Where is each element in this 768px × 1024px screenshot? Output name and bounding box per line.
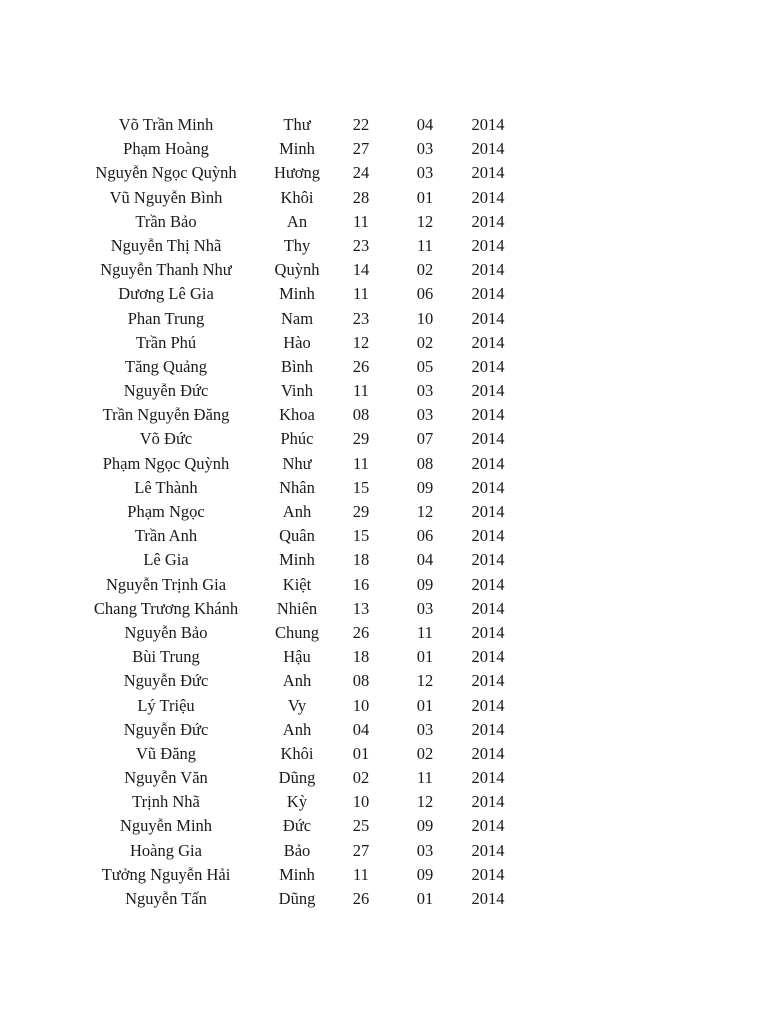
given-name-cell: Nhân <box>279 477 315 497</box>
birth-day-cell: 14 <box>352 260 370 280</box>
list-row <box>0 427 768 451</box>
surname-cell: Phạm Hoàng <box>123 139 209 159</box>
surname-cell: Trần Anh <box>134 526 198 546</box>
list-row <box>0 452 768 476</box>
list-row <box>0 790 768 814</box>
given-name-cell: Như <box>282 453 312 473</box>
list-row <box>0 161 768 185</box>
given-name-cell: Phúc <box>280 429 314 449</box>
surname-cell: Trần Nguyễn Đăng <box>102 405 230 425</box>
given-name-cell: Quân <box>279 526 315 546</box>
surname-cell: Nguyễn Bảo <box>124 622 208 642</box>
given-name-cell: Vinh <box>280 381 313 401</box>
birth-year-cell: 2014 <box>471 308 505 328</box>
birth-year-cell: 2014 <box>471 864 505 884</box>
birth-month-cell: 01 <box>416 889 434 908</box>
birth-year-cell: 2014 <box>471 477 505 497</box>
list-row <box>0 307 768 331</box>
birth-year-cell: 2014 <box>471 381 505 401</box>
student-list <box>0 113 768 911</box>
list-row <box>0 766 768 790</box>
birth-year-cell: 2014 <box>471 695 505 715</box>
birth-year-cell: 2014 <box>471 889 505 908</box>
surname-cell: Trần Phú <box>135 332 197 352</box>
birth-month-cell: 10 <box>416 308 434 328</box>
given-name-cell: Anh <box>282 719 312 739</box>
list-row <box>0 113 768 137</box>
surname-cell: Nguyễn Văn <box>124 768 208 788</box>
birth-year-cell: 2014 <box>471 356 505 376</box>
birth-year-cell: 2014 <box>471 284 505 304</box>
birth-day-cell: 25 <box>352 816 370 836</box>
list-row <box>0 669 768 693</box>
birth-day-cell: 11 <box>353 284 369 304</box>
birth-day-cell: 26 <box>352 889 370 908</box>
birth-month-cell: 01 <box>416 695 434 715</box>
given-name-cell: Kiệt <box>282 574 312 594</box>
surname-cell: Võ Trần Minh <box>118 115 214 134</box>
birth-year-cell: 2014 <box>471 453 505 473</box>
birth-month-cell: 03 <box>416 598 434 618</box>
birth-year-cell: 2014 <box>471 647 505 667</box>
birth-day-cell: 11 <box>353 381 369 401</box>
birth-month-cell: 12 <box>416 502 434 521</box>
birth-year-cell: 2014 <box>471 550 505 570</box>
list-row <box>0 524 768 548</box>
birth-day-cell: 08 <box>352 671 370 691</box>
birth-month-cell: 03 <box>416 840 434 860</box>
birth-month-cell: 03 <box>416 139 434 159</box>
given-name-cell: Chung <box>274 622 319 642</box>
given-name-cell: Nam <box>280 308 314 328</box>
list-row <box>0 258 768 282</box>
surname-cell: Vũ Đăng <box>135 743 197 763</box>
surname-cell: Nguyễn Tấn <box>125 889 207 908</box>
birth-month-cell: 09 <box>416 864 434 884</box>
birth-month-cell: 01 <box>416 647 434 667</box>
birth-day-cell: 11 <box>353 211 369 231</box>
list-row <box>0 331 768 355</box>
birth-month-cell: 08 <box>416 453 434 473</box>
birth-day-cell: 29 <box>352 429 370 449</box>
given-name-cell: Đức <box>282 816 312 836</box>
birth-day-cell: 27 <box>352 139 370 159</box>
surname-cell: Trịnh Nhã <box>132 792 200 812</box>
birth-month-cell: 11 <box>417 622 433 642</box>
list-row <box>0 839 768 863</box>
birth-year-cell: 2014 <box>471 235 505 255</box>
birth-year-cell: 2014 <box>471 502 505 521</box>
list-row <box>0 694 768 718</box>
birth-year-cell: 2014 <box>471 332 505 352</box>
given-name-cell: Khôi <box>280 743 314 763</box>
birth-month-cell: 05 <box>416 356 434 376</box>
birth-day-cell: 15 <box>352 526 370 546</box>
given-name-cell: Minh <box>279 864 315 884</box>
birth-day-cell: 26 <box>352 356 370 376</box>
birth-year-cell: 2014 <box>471 405 505 425</box>
given-name-cell: Anh <box>282 502 312 521</box>
birth-day-cell: 24 <box>352 163 370 183</box>
surname-cell: Nguyễn Trịnh Gia <box>105 574 227 594</box>
given-name-cell: Vy <box>287 695 307 715</box>
surname-cell: Nguyễn Thị Nhã <box>110 235 222 255</box>
given-name-cell: Quỳnh <box>274 260 320 280</box>
birth-day-cell: 02 <box>352 768 370 788</box>
list-row <box>0 548 768 572</box>
birth-day-cell: 15 <box>352 477 370 497</box>
surname-cell: Võ Đức <box>139 429 193 449</box>
list-row <box>0 645 768 669</box>
birth-month-cell: 02 <box>416 260 434 280</box>
birth-year-cell: 2014 <box>471 115 505 134</box>
birth-year-cell: 2014 <box>471 163 505 183</box>
birth-day-cell: 11 <box>353 453 369 473</box>
surname-cell: Lê Gia <box>143 550 189 570</box>
birth-day-cell: 27 <box>352 840 370 860</box>
birth-year-cell: 2014 <box>471 768 505 788</box>
birth-year-cell: 2014 <box>471 622 505 642</box>
surname-cell: Phan Trung <box>127 308 205 328</box>
given-name-cell: Anh <box>282 671 312 691</box>
surname-cell: Nguyễn Đức <box>123 671 209 691</box>
birth-year-cell: 2014 <box>471 574 505 594</box>
birth-day-cell: 18 <box>352 647 370 667</box>
birth-day-cell: 12 <box>352 332 370 352</box>
birth-day-cell: 08 <box>352 405 370 425</box>
birth-month-cell: 03 <box>416 381 434 401</box>
birth-month-cell: 09 <box>416 816 434 836</box>
surname-cell: Dương Lê Gia <box>118 284 214 304</box>
surname-cell: Lý Triệu <box>137 695 195 715</box>
list-row <box>0 887 768 911</box>
list-row <box>0 137 768 161</box>
given-name-cell: Thư <box>283 115 311 134</box>
birth-year-cell: 2014 <box>471 139 505 159</box>
birth-month-cell: 11 <box>417 768 433 788</box>
birth-month-cell: 09 <box>416 477 434 497</box>
birth-day-cell: 18 <box>352 550 370 570</box>
birth-month-cell: 07 <box>416 429 434 449</box>
birth-month-cell: 04 <box>416 115 434 134</box>
birth-month-cell: 03 <box>416 719 434 739</box>
list-row <box>0 500 768 524</box>
surname-cell: Tưởng Nguyễn Hải <box>101 864 231 884</box>
given-name-cell: Bình <box>280 356 314 376</box>
surname-cell: Nguyễn Thanh Như <box>100 260 232 280</box>
birth-day-cell: 23 <box>352 235 370 255</box>
surname-cell: Trần Bảo <box>135 211 197 231</box>
list-row <box>0 597 768 621</box>
list-row <box>0 573 768 597</box>
birth-month-cell: 06 <box>416 526 434 546</box>
birth-day-cell: 23 <box>352 308 370 328</box>
list-row <box>0 186 768 210</box>
surname-cell: Nguyễn Ngọc Quỳnh <box>95 163 237 183</box>
list-row <box>0 234 768 258</box>
surname-cell: Phạm Ngọc <box>127 502 205 521</box>
surname-cell: Nguyễn Minh <box>119 816 213 836</box>
list-row <box>0 355 768 379</box>
birth-month-cell: 12 <box>416 671 434 691</box>
surname-cell: Bùi Trung <box>132 647 200 667</box>
given-name-cell: Minh <box>279 139 315 159</box>
birth-year-cell: 2014 <box>471 719 505 739</box>
given-name-cell: Hào <box>283 332 311 352</box>
given-name-cell: Khoa <box>279 405 315 425</box>
surname-cell: Nguyễn Đức <box>123 719 209 739</box>
birth-month-cell: 09 <box>416 574 434 594</box>
given-name-cell: Dũng <box>278 768 316 788</box>
birth-day-cell: 29 <box>352 502 370 521</box>
birth-day-cell: 28 <box>352 187 370 207</box>
list-row <box>0 403 768 427</box>
surname-cell: Vũ Nguyễn Bình <box>109 187 223 207</box>
given-name-cell: Dũng <box>278 889 316 908</box>
list-row <box>0 718 768 742</box>
list-row <box>0 210 768 234</box>
given-name-cell: An <box>286 211 308 231</box>
birth-year-cell: 2014 <box>471 429 505 449</box>
list-row <box>0 282 768 306</box>
birth-day-cell: 13 <box>352 598 370 618</box>
birth-day-cell: 22 <box>352 115 370 134</box>
surname-cell: Chang Trương Khánh <box>93 598 239 618</box>
birth-year-cell: 2014 <box>471 260 505 280</box>
list-row <box>0 379 768 403</box>
list-row <box>0 476 768 500</box>
birth-month-cell: 04 <box>416 550 434 570</box>
given-name-cell: Minh <box>279 284 315 304</box>
list-row <box>0 621 768 645</box>
birth-year-cell: 2014 <box>471 526 505 546</box>
birth-year-cell: 2014 <box>471 840 505 860</box>
surname-cell: Nguyễn Đức <box>123 381 209 401</box>
birth-month-cell: 12 <box>416 792 434 812</box>
surname-cell: Hoàng Gia <box>130 840 202 860</box>
given-name-cell: Bảo <box>283 840 311 860</box>
birth-year-cell: 2014 <box>471 187 505 207</box>
given-name-cell: Khôi <box>280 187 314 207</box>
birth-year-cell: 2014 <box>471 792 505 812</box>
given-name-cell: Hương <box>273 163 321 183</box>
birth-year-cell: 2014 <box>471 598 505 618</box>
birth-month-cell: 03 <box>416 405 434 425</box>
birth-day-cell: 16 <box>352 574 370 594</box>
list-row <box>0 742 768 766</box>
birth-month-cell: 03 <box>416 163 434 183</box>
given-name-cell: Hậu <box>283 647 311 667</box>
birth-day-cell: 01 <box>352 743 370 763</box>
birth-month-cell: 01 <box>416 187 434 207</box>
birth-year-cell: 2014 <box>471 211 505 231</box>
birth-day-cell: 26 <box>352 622 370 642</box>
given-name-cell: Kỳ <box>286 792 308 812</box>
birth-day-cell: 11 <box>353 864 369 884</box>
surname-cell: Phạm Ngọc Quỳnh <box>102 453 230 473</box>
birth-month-cell: 06 <box>416 284 434 304</box>
given-name-cell: Minh <box>279 550 315 570</box>
birth-year-cell: 2014 <box>471 743 505 763</box>
birth-year-cell: 2014 <box>471 816 505 836</box>
birth-month-cell: 12 <box>416 211 434 231</box>
birth-month-cell: 11 <box>417 235 433 255</box>
birth-day-cell: 04 <box>352 719 370 739</box>
birth-day-cell: 10 <box>352 695 370 715</box>
list-row <box>0 863 768 887</box>
list-row <box>0 814 768 838</box>
birth-month-cell: 02 <box>416 332 434 352</box>
birth-month-cell: 02 <box>416 743 434 763</box>
birth-day-cell: 10 <box>352 792 370 812</box>
birth-year-cell: 2014 <box>471 671 505 691</box>
surname-cell: Lê Thành <box>134 477 198 497</box>
given-name-cell: Nhiên <box>276 598 318 618</box>
surname-cell: Tăng Quảng <box>124 356 208 376</box>
given-name-cell: Thy <box>283 235 311 255</box>
